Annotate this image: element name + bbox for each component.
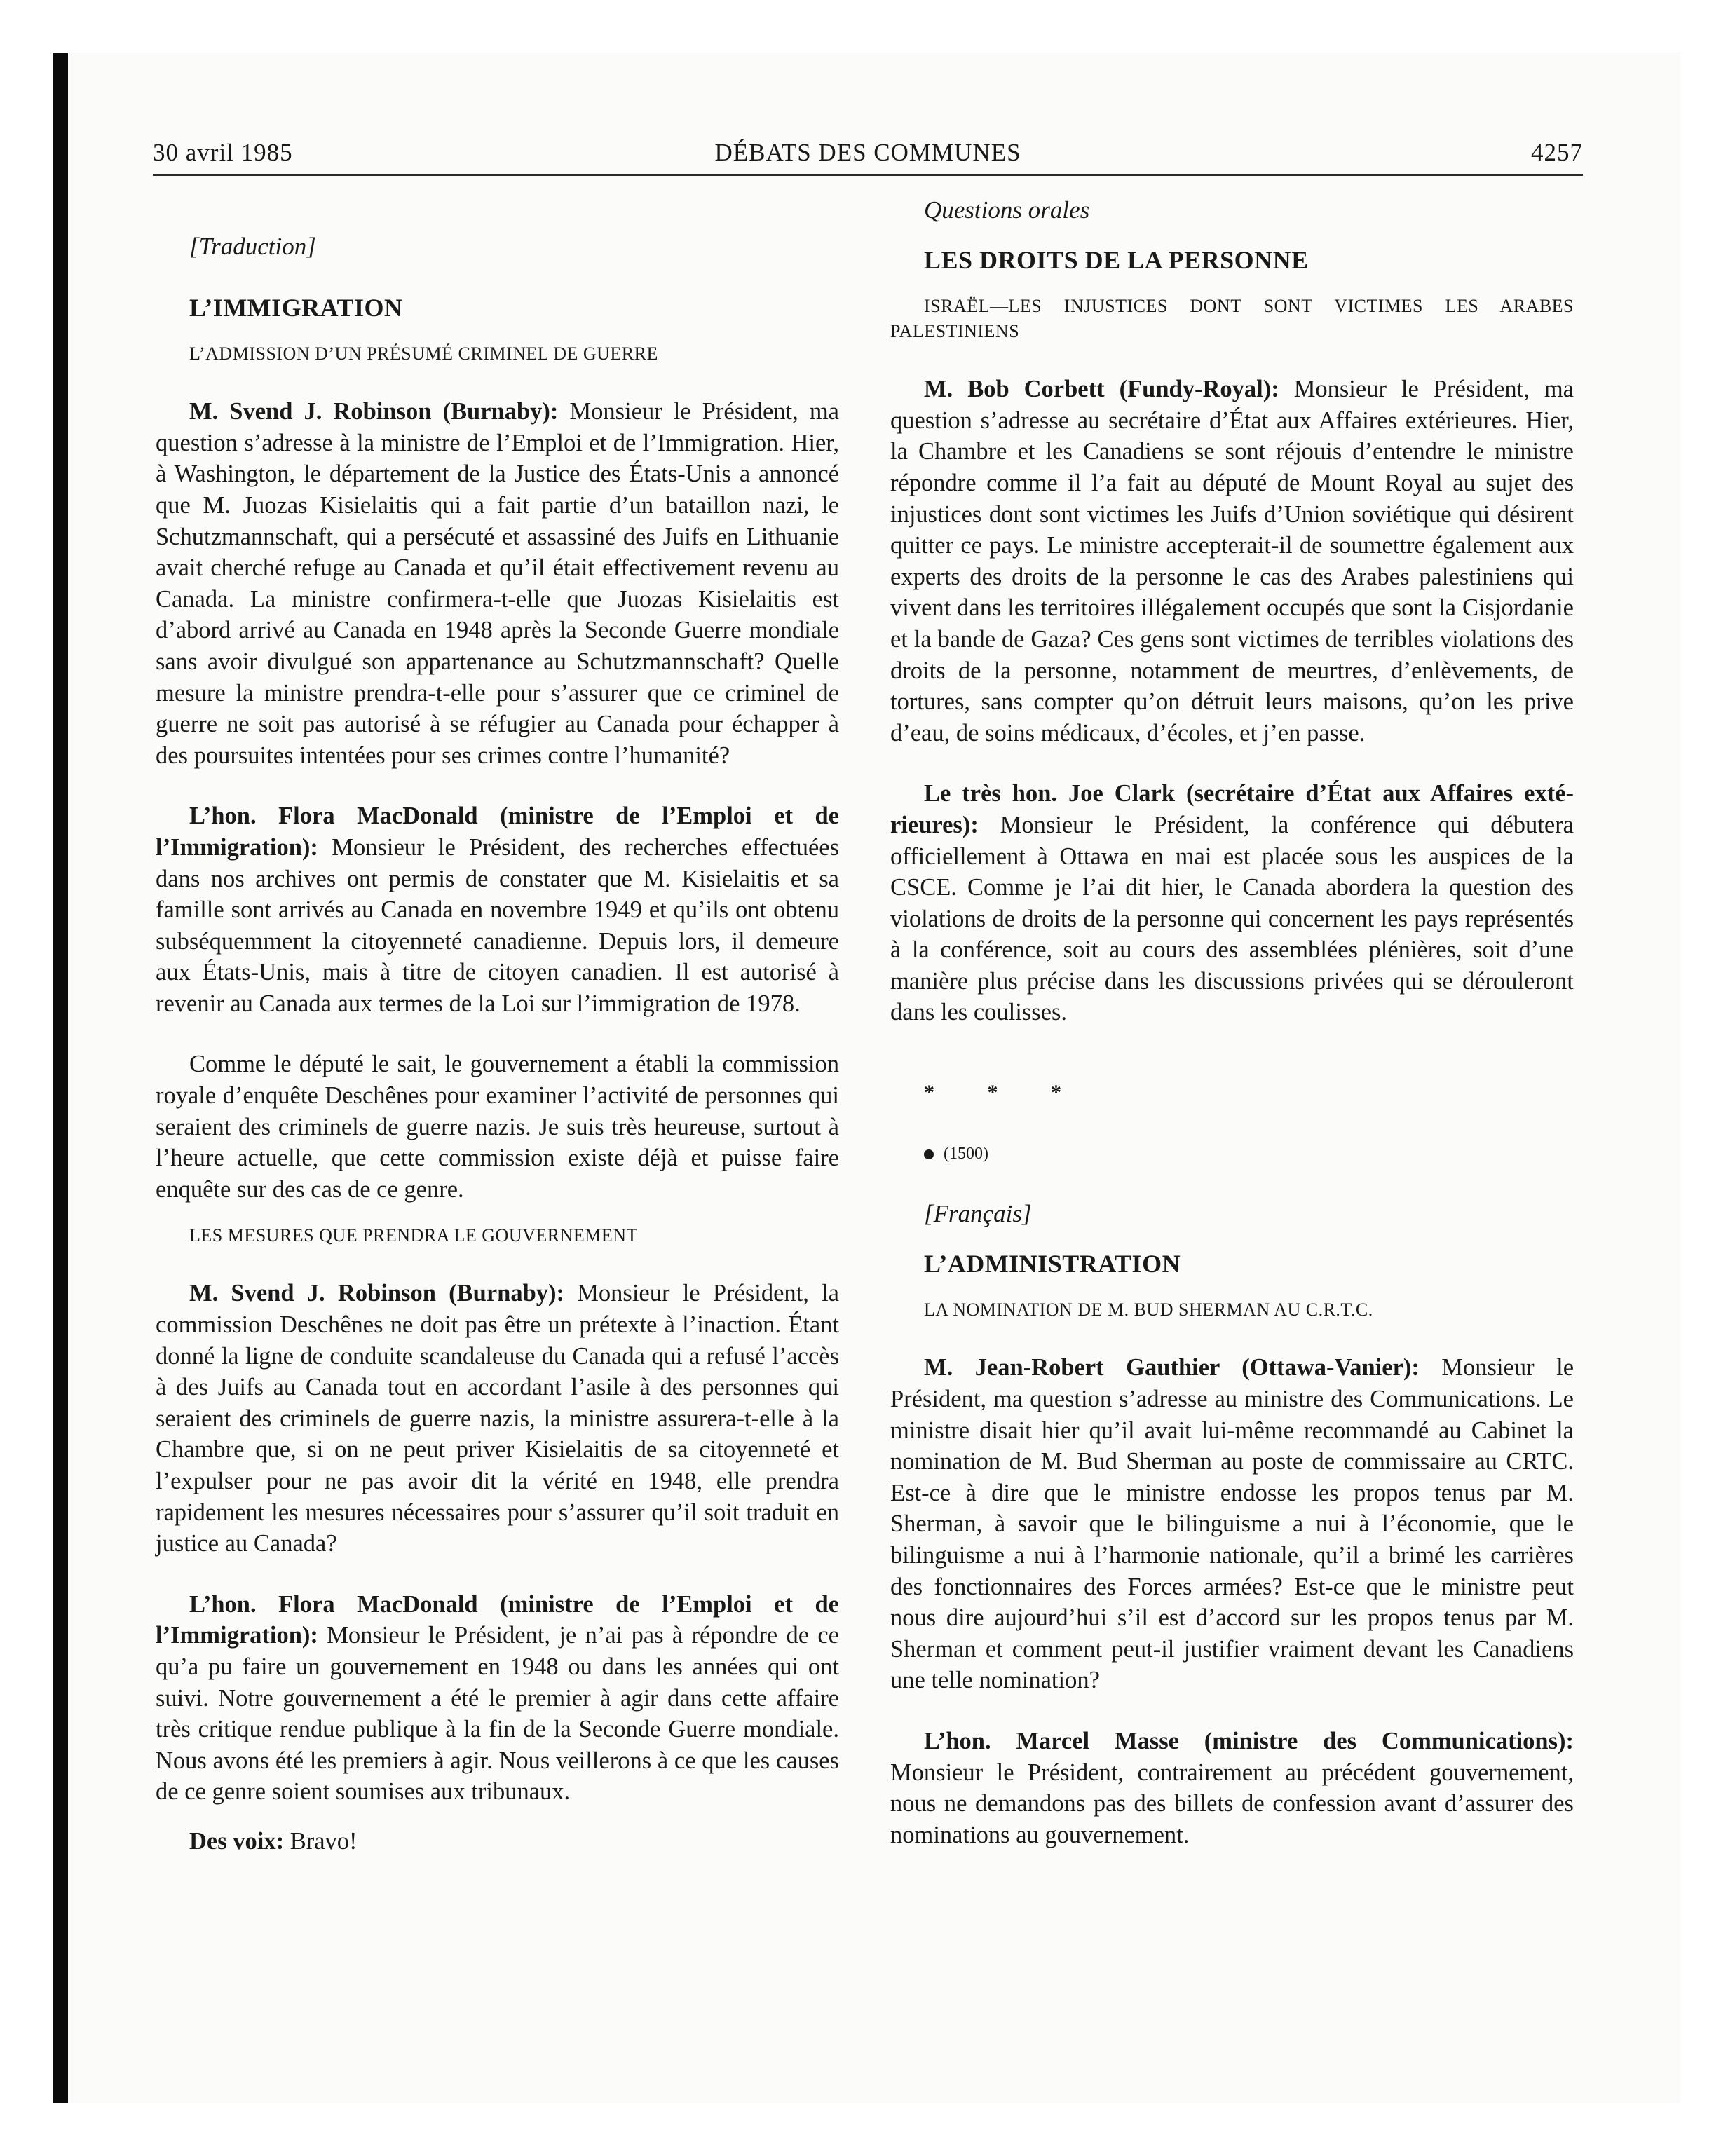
time-marker-text: (1500) (944, 1144, 988, 1163)
section-title-human-rights: LES DROITS DE LA PERSONNE (924, 245, 1309, 274)
speech-text: Monsieur le Président, ma question s’adresse au ministre des Communications. Le ministre disait hier qu’il avait lui-même recommandé au Cabinet la nomination de M. Bud Sherman au poste de commissaire au CRTC. Est-ce à dire que le ministre endosse les propos tenus par M. Sherman, à savoir que le bilinguisme a nui à l’économie, que le bilinguisme a nui à l’harmonie nationale, qu’il a brimé les carrières des fonctionnaires des Forces armées? Est-ce que le ministre peut nous dire aujourd’hui s’il est d’accord sur les propos tenus par M. Sherman et comment peut-il justifier vraiment devant les Canadiens une telle nomination? (890, 1354, 1574, 1694)
left-column (156, 231, 839, 1857)
rubric-oral-questions: Questions orales (924, 196, 1090, 224)
speech-macdonald-1 (156, 800, 839, 1019)
header-page-number: 4257 (1531, 139, 1583, 166)
speech-macdonald-1-cont: Comme le député le sait, le gouvernement a établi la commission royale d’enquête Deschênes pour examiner l’activité de personnes qui seraient des criminels de guerre nazis. Je suis très heureuse, surtout à l’heure actuelle, que cette commission existe déjà et puisse faire enquête sur des cas de ce genre. (156, 1051, 839, 1203)
speech-text: Monsieur le Président, je n’ai pas à répondre de ce qu’a pu faire un gouvernement en 1948 ou dans les années qui ont suivi. Notre gouvernement a été le premier à agir dans cette affaire très critique rendue publique à la fin de la Seconde Guerre mondiale. Nous avons été les premiers à agir. Nous veillerons à ce que les causes de ce genre soient soumises aux tribunaux. (156, 1622, 839, 1806)
speech-text: Monsieur le Président, la conférence qui débutera officiellement à Ottawa en mai est placée sous les auspices de la CSCE. Comme je l’ai dit hier, le Canada abordera la question des violations de droits de la personne qui concernent les pays représentés à la conférence, soit au cours des assemblées plénières, soit d’une manière plus précise dans les discussions privées qui se dérouleront dans les coulisses. (890, 811, 1574, 1026)
section-title-administration: L’ADMINISTRATION (924, 1249, 1181, 1278)
subtitle-government-measures: LES MESURES QUE PRENDRA LE GOUVERNEMENT (189, 1225, 638, 1246)
speech-text: Monsieur le Président, ma question s’adresse au secrétaire d’État aux Affaires extérieures. Hier, la Chambre et les Canadiens se sont réjouis d’entendre le ministre répondre comme il l’a fait au député de Mount Royal au sujet des injustices dont sont victimes les Juifs d’Union soviétique qui désirent quitter ce pays. Le ministre accepterait-il de soumettre également aux experts des droits de la personne le cas des Arabes palestiniens qui vivent dans les territoires illégalement occupés que sont la Cisjordanie et la bande de Gaza? Ces gens sont victimes de terribles violations des droits de la personne, notamment de meurtres, d’enlèvements, de tortures, sans compter qu’on détruit leurs maisons, qu’on les prive d’eau, de soins médicaux, d’écoles, et j’en passe. (890, 376, 1574, 746)
translation-label: [Traduction] (189, 233, 316, 260)
speech-macdonald-2 (156, 1589, 839, 1808)
language-label: [Français] (924, 1200, 1032, 1228)
speaker-name: M. Svend J. Robinson (Burnaby): (189, 398, 559, 425)
speech-clark (890, 778, 1574, 1028)
speaker-name: L’hon. Marcel Masse (ministre des Communications): (924, 1727, 1574, 1754)
right-column (890, 195, 1574, 1850)
speech-text: Bravo! (284, 1827, 358, 1855)
header-title: DÉBATS DES COMMUNES (714, 139, 1021, 166)
subtitle-sherman: LA NOMINATION DE M. BUD SHERMAN AU C.R.T.C. (924, 1299, 1373, 1321)
speech-corbett (890, 374, 1574, 749)
speech-text: Monsieur le Président, contrairement au précédent gouvernement, nous ne demandons pas des billets de confession avant d’assurer des nominations au gouvernement. (890, 1759, 1574, 1848)
speech-text: Monsieur le Président, la commission Deschênes ne doit pas être un prétexte à l’inaction. Étant donné la ligne de conduite scandaleuse du Canada qui a refusé l’accès à des Juifs au Canada tout en accordant l’asile à des personnes qui seraient des criminels de guerre nazis, la ministre assurera-t-elle à la Chambre que, si on ne peut priver Kisielaitis de sa citoyenneté et l’expulser pour ne pas avoir dit la vérité en 1948, elle prendra rapidement les mesures nécessaires pour s’assurer qu’il soit traduit en justice au Canada? (156, 1280, 839, 1557)
page-header (153, 139, 1583, 175)
time-marker (890, 1138, 1574, 1170)
header-date: 30 avril 1985 (153, 139, 293, 166)
speech-text: Monsieur le Président, des recherches effectuées dans nos archives ont permis de constater que M. Kisielaitis et sa famille sont arrivés au Canada en novembre 1949 et qu’ils ont obtenu subséquemment la citoyenneté canadienne. Depuis lors, il demeure aux États-Unis, mais à titre de citoyen canadien. Il est autorisé à revenir au Canada aux termes de la Loi sur l’immigration de 1978. (156, 833, 839, 1017)
scan-edge-bar (53, 53, 68, 2103)
speech-robinson-2 (156, 1278, 839, 1559)
speech-gauthier (890, 1352, 1574, 1696)
speaker-name: M. Svend J. Robinson (Burnaby): (189, 1280, 564, 1307)
speaker-name: L’hon. Flora MacDonald (ministre de l’Emploi et de l’Immigration): (156, 803, 839, 861)
speech-text: Monsieur le Président, ma question s’adresse à la ministre de l’Emploi et de l’Immigration. Hier, à Washington, le département de la Justice des États-Unis a annoncé que M. Juozas Kisielaitis qui a fait partie d’un bataillon nazi, le Schutzmannschaft, qui a persécuté et assassiné des Juifs en Lithuanie avait cherché refuge au Canada et qu’il était effectivement revenu au Canada. La ministre confirmera-t-elle que Juozas Kisielaitis est d’abord arrivé au Canada en 1948 après la Seconde Guerre mondiale sans avoir divulgué son appartenance au Schutzmannschaft? Quelle mesure la ministre prendra-t-elle pour s’assurer que ce criminel de guerre ne soit pas autorisé à se réfugier au Canada pour échapper à des poursuites intentées pour ses crimes contre l’humanité? (156, 398, 839, 769)
speech-voices (156, 1826, 839, 1857)
header-rule (153, 174, 1583, 176)
speech-masse (890, 1726, 1574, 1850)
speaker-name: Le très hon. Joe Clark (secrétaire d’État aux Affaires extérieures): (890, 780, 1574, 838)
speaker-name: Des voix: (189, 1827, 285, 1855)
speaker-name: L’hon. Flora MacDonald (ministre de l’Emploi et de l’Immigration): (156, 1590, 839, 1649)
speaker-name: M. Jean-Robert Gauthier (Ottawa-Vanier): (924, 1354, 1420, 1381)
subtitle-war-criminal: L’ADMISSION D’UN PRÉSUMÉ CRIMINEL DE GUERRE (189, 343, 658, 364)
subtitle-israel: ISRAËL—LES INJUSTICES DONT SONT VICTIMES LES ARABES PALESTINIENS (890, 296, 1574, 342)
speech-robinson-1 (156, 396, 839, 771)
section-title-immigration: L’IMMIGRATION (189, 293, 403, 322)
speaker-name: M. Bob Corbett (Fundy-Royal): (924, 376, 1279, 403)
section-separator-stars: * * * (924, 1081, 1085, 1105)
bullet-dot-icon (924, 1149, 934, 1159)
